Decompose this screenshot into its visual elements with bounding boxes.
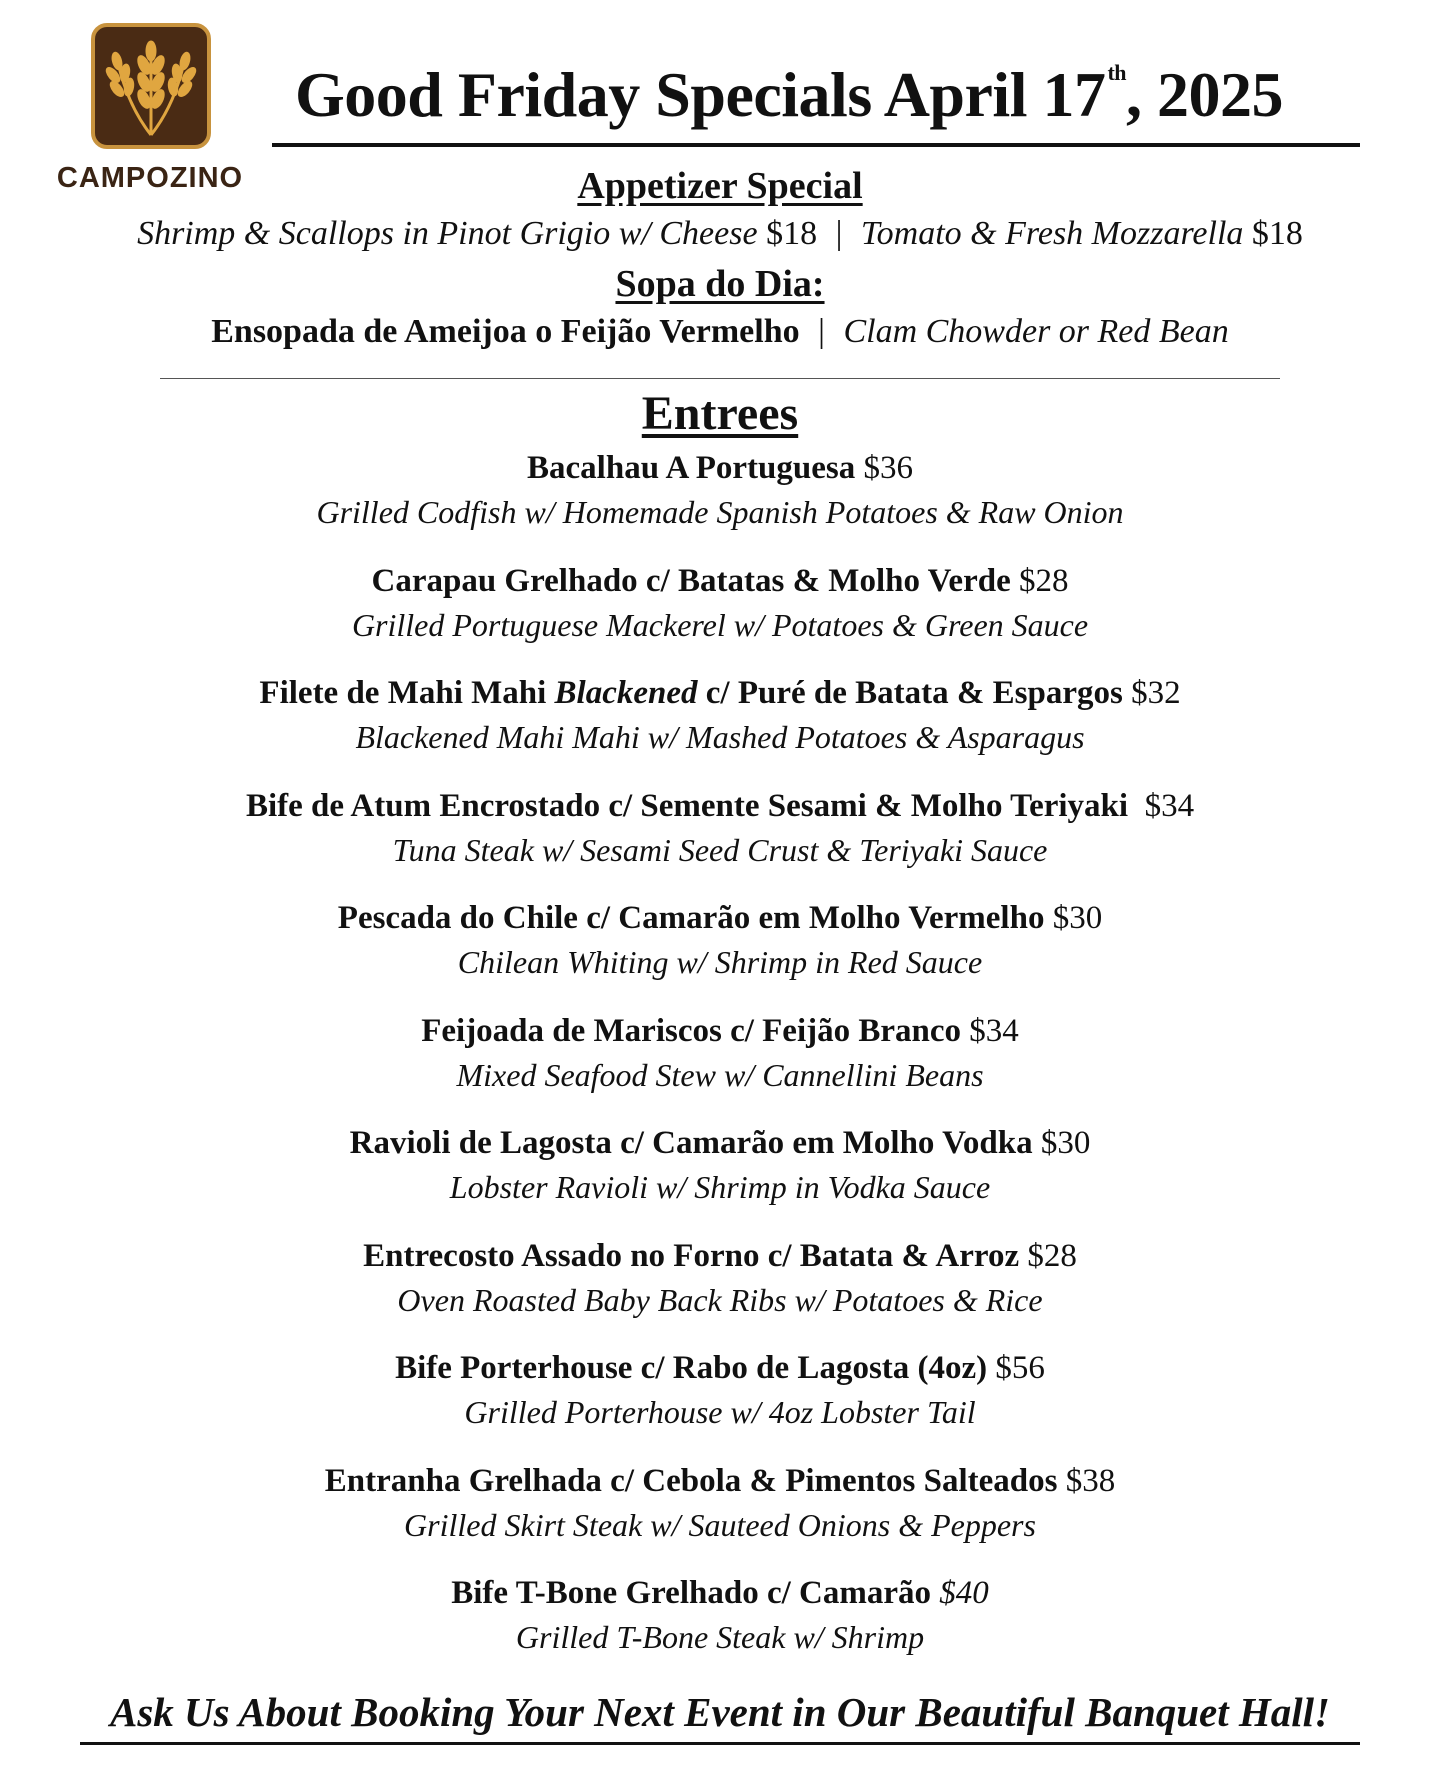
entree-name: Bife T-Bone Grelhado c/ Camarão	[451, 1575, 931, 1611]
appetizer-heading: Appetizer Special	[577, 165, 863, 207]
section-divider	[160, 378, 1280, 379]
entree-name: Entranha Grelhada c/ Cebola & Pimentos Salteados	[324, 1462, 1058, 1499]
soup-separator: |	[818, 313, 825, 350]
entree-item	[0, 784, 1440, 897]
appetizer-item-1-price: $18	[766, 215, 818, 252]
entree-price: $56	[995, 1350, 1045, 1386]
entree-price: $30	[1040, 1125, 1091, 1161]
entree-name-line	[0, 1571, 1440, 1615]
entree-description: Grilled Portuguese Mackerel w/ Potatoes & Green Sauce	[351, 606, 1089, 643]
entree-name-line	[0, 1459, 1440, 1503]
entree-price: $36	[863, 450, 913, 486]
entree-name-line	[0, 559, 1440, 603]
entree-name-start: Filete de Mahi Mahi	[259, 675, 547, 711]
title-divider	[272, 143, 1360, 147]
entree-description: Lobster Ravioli w/ Shrimp in Vodka Sauce	[449, 1169, 991, 1205]
entree-description: Grilled Porterhouse w/ 4oz Lobster Tail	[464, 1394, 976, 1430]
entree-price: $38	[1065, 1462, 1116, 1499]
title-main: Good Friday Specials April 17	[295, 59, 1106, 130]
soup-english: Clam Chowder or Red Bean	[843, 313, 1229, 350]
entree-description: Grilled T-Bone Steak w/ Shrimp	[515, 1619, 925, 1655]
banquet-hall-promo: Ask Us About Booking Your Next Event in Our Beautiful Banquet Hall!	[109, 1689, 1331, 1735]
entree-description: Grilled Codfish w/ Homemade Spanish Potatoes & Raw Onion	[316, 494, 1124, 530]
logo-badge	[91, 23, 211, 149]
entree-name: Bife Porterhouse c/ Rabo de Lagosta (4oz)	[395, 1350, 988, 1386]
entree-price: $30	[1052, 900, 1103, 936]
entree-name: Entrecosto Assado no Forno c/ Batata & Arroz	[363, 1237, 1020, 1274]
appetizer-line	[0, 215, 1440, 253]
page-title	[295, 58, 1283, 132]
entree-name-line	[0, 1121, 1440, 1165]
entree-name-end: c/ Puré de Batata & Espargos	[705, 675, 1123, 711]
appetizer-item-2: Tomato & Fresh Mozzarella	[860, 215, 1244, 252]
entree-name: Carapau Grelhado c/ Batatas & Molho Verde	[371, 562, 1011, 599]
footer-divider	[80, 1742, 1360, 1745]
brand-name: CAMPOZINO	[56, 162, 244, 194]
soup-line	[0, 313, 1440, 351]
title-suffix: th	[1107, 60, 1127, 85]
entree-name-emphasis: Blackened	[554, 675, 698, 711]
entree-name-line	[0, 1234, 1440, 1278]
entrees-heading: Entrees	[641, 387, 799, 440]
entree-price: $40	[939, 1575, 989, 1611]
soup-heading: Sopa do Dia:	[615, 263, 825, 305]
entree-price: $28	[1027, 1237, 1077, 1274]
entree-item	[0, 1121, 1440, 1234]
soup-portuguese: Ensopada de Ameijoa o Feijão Vermelho	[211, 313, 800, 350]
entree-name: Feijoada de Mariscos c/ Feijão Branco	[421, 1012, 962, 1049]
entree-item	[0, 671, 1440, 784]
entrees-list	[0, 446, 1440, 1684]
entree-item	[0, 1009, 1440, 1122]
entree-name-line	[0, 671, 1440, 715]
entree-description: Blackened Mahi Mahi w/ Mashed Potatoes & Asparagus	[355, 719, 1085, 755]
entree-item	[0, 1234, 1440, 1347]
entree-name-line	[0, 446, 1440, 490]
entree-description: Chilean Whiting w/ Shrimp in Red Sauce	[457, 944, 983, 980]
entree-item	[0, 559, 1440, 672]
entree-name-line	[0, 1009, 1440, 1053]
appetizer-separator: |	[835, 215, 843, 252]
entree-name: Bacalhau A Portuguesa	[527, 450, 856, 486]
entree-price: $34	[969, 1012, 1019, 1049]
wheat-icon	[95, 27, 207, 145]
entree-item	[0, 1459, 1440, 1572]
appetizer-item-1: Shrimp & Scallops in Pinot Grigio w/ Cheese	[137, 215, 758, 252]
entree-item	[0, 1571, 1440, 1684]
entree-item	[0, 1346, 1440, 1459]
entree-description: Oven Roasted Baby Back Ribs w/ Potatoes & Rice	[397, 1281, 1043, 1318]
entree-description: Mixed Seafood Stew w/ Cannellini Beans	[456, 1056, 984, 1093]
entree-name: Pescada do Chile c/ Camarão em Molho Vermelho	[337, 900, 1045, 936]
entree-name-line	[0, 784, 1440, 828]
entree-name-line	[0, 1346, 1440, 1390]
appetizer-item-2-price: $18	[1251, 215, 1303, 252]
entree-price: $32	[1131, 675, 1181, 711]
entree-name	[259, 675, 1122, 711]
entree-name: Bife de Atum Encrostado c/ Semente Sesami & Molho Teriyaki	[245, 787, 1129, 824]
entree-name: Ravioli de Lagosta c/ Camarão em Molho Vodka	[349, 1125, 1033, 1161]
entree-price: $28	[1018, 562, 1069, 599]
title-year: , 2025	[1126, 59, 1284, 130]
entree-description: Tuna Steak w/ Sesami Seed Crust & Teriyaki Sauce	[392, 831, 1048, 868]
entree-name-line	[0, 896, 1440, 940]
entree-description: Grilled Skirt Steak w/ Sauteed Onions & Peppers	[404, 1506, 1036, 1543]
entree-item	[0, 896, 1440, 1009]
entree-price: $34	[1144, 787, 1195, 824]
entree-item	[0, 446, 1440, 559]
